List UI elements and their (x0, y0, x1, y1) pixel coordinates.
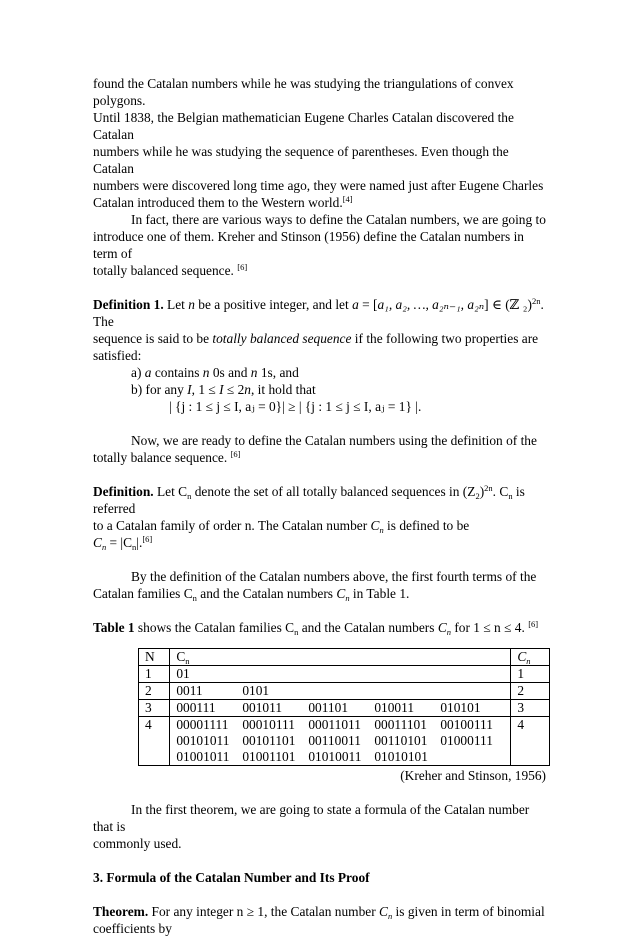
sequence: 010011 (374, 700, 415, 715)
definition-2 (93, 483, 548, 551)
cell-number: 2 (511, 683, 550, 700)
text: ≤ 2 (223, 382, 245, 397)
text: 1s, and (257, 365, 299, 380)
sequence: 010101 (440, 700, 481, 715)
sequence: 01000111 (440, 733, 493, 748)
text-line: Catalan introduced them to the Western world. (93, 195, 343, 210)
text-line: found the Catalan numbers while he was studying the triangulations of convex polygons. (93, 76, 514, 108)
text-line: By the definition of the Catalan numbers above, the first fourth terms of the (131, 569, 537, 584)
subscript: n (187, 491, 192, 501)
text-line: In fact, there are various ways to define the Catalan numbers, we are going to (131, 212, 546, 227)
subscript: n (345, 593, 350, 603)
paragraph-theorem-intro (93, 801, 548, 852)
text-line: In the first theorem, we are going to state a formula of the Catalan number that is (93, 802, 530, 834)
sequence: 01 (176, 666, 190, 681)
header-text: C (176, 649, 186, 664)
theorem (93, 903, 548, 937)
cell-n: 2 (139, 683, 170, 700)
text: For any integer n ≥ 1, the Catalan number (148, 904, 380, 919)
math-var: n (188, 297, 195, 312)
citation: [6] (528, 619, 539, 629)
subscript: n (387, 911, 393, 921)
text: shows the Catalan families C (134, 620, 295, 635)
property-b (93, 381, 548, 398)
subscript: n (526, 656, 531, 666)
header-numbers (511, 649, 550, 666)
text: to a Catalan family of order n. The Catalan number (93, 518, 371, 533)
citation: [6] (142, 534, 153, 544)
cell-number: 1 (511, 666, 550, 683)
header-families (170, 649, 511, 666)
text-line: Now, we are ready to define the Catalan numbers using the definition of the (131, 433, 537, 448)
header-text: C (517, 649, 527, 664)
catalan-table (138, 648, 550, 766)
theorem-label: Theorem. (93, 904, 149, 919)
text: is referred (93, 484, 525, 516)
definition-label: Definition. (93, 484, 154, 499)
text: Catalan families C (93, 586, 193, 601)
table-row (139, 700, 550, 717)
paragraph-table-intro (93, 568, 548, 602)
subscript: n (446, 627, 451, 637)
math-sequence: a₁, a₂, …, a₂ₙ₋₁, a₂ₙ (377, 297, 485, 312)
subscript: 2 (475, 491, 480, 501)
exponent: 2n (531, 296, 541, 306)
text: and the Catalan numbers (196, 586, 337, 601)
sequence: 00110011 (308, 733, 361, 748)
text: , it hold that (250, 382, 316, 397)
citation: [6] (230, 449, 241, 459)
text: is given in term of binomial (392, 904, 545, 919)
text: . C (492, 484, 509, 499)
math-var: I (187, 382, 192, 397)
section-heading (93, 869, 548, 886)
subscript: n (132, 542, 137, 552)
text: a) (131, 365, 145, 380)
cell-n: 4 (139, 717, 170, 766)
math-var: n (250, 365, 258, 380)
text: = |C (106, 535, 133, 550)
math-var: n (202, 365, 210, 380)
text-line: Until 1838, the Belgian mathematician Eugene Charles Catalan discovered the Catalan (93, 110, 514, 142)
table-row (139, 683, 550, 700)
citation: [6] (237, 262, 248, 272)
paragraph-transition (93, 432, 548, 466)
math-var: C (379, 904, 388, 919)
heading-text: 3. Formula of the Catalan Number and Its Proof (93, 870, 370, 885)
sequence: 000111 (176, 700, 216, 715)
table-caption (93, 619, 548, 636)
text: sequence is said to be (93, 331, 213, 346)
text: 0s and (209, 365, 251, 380)
sequence: 00100111 (440, 717, 493, 732)
text: be a positive integer, and let (194, 297, 353, 312)
text: Let (163, 297, 189, 312)
property-a (93, 364, 548, 381)
sequence: 00101011 (176, 733, 230, 748)
sequence: 001011 (242, 700, 283, 715)
cell-family (170, 717, 511, 766)
text: satisfied: (93, 348, 142, 363)
header-n: N (139, 649, 170, 666)
sequence: 00110101 (374, 733, 428, 748)
math-var: I (219, 382, 224, 397)
balance-formula (93, 398, 548, 415)
text: for 1 ≤ n ≤ 4. (451, 620, 525, 635)
sequence: 01001011 (176, 749, 230, 764)
math-var: C (370, 518, 380, 533)
exponent: 2n (484, 483, 493, 493)
cell-number: 4 (511, 717, 550, 766)
document-page (93, 75, 548, 937)
text: |. (136, 535, 143, 550)
text: . The (93, 297, 544, 329)
cell-family (170, 666, 511, 683)
text: if the following two properties are (351, 331, 539, 346)
text: contains (151, 365, 203, 380)
text: and the Catalan numbers (298, 620, 438, 635)
cell-n: 1 (139, 666, 170, 683)
paragraph-history (93, 75, 548, 211)
subscript: n (508, 491, 513, 501)
sequence: 00011101 (374, 717, 427, 732)
sequence: 01010101 (374, 749, 428, 764)
sequence: 001101 (308, 700, 349, 715)
text: b) for any (131, 382, 188, 397)
table-row (139, 666, 550, 683)
subscript: n (379, 525, 384, 535)
table-row (139, 717, 550, 766)
text-line: numbers were discovered long time ago, they were named just after Eugene Charles (93, 178, 544, 193)
definition-label: Definition 1. (93, 297, 164, 312)
sequence: 01010011 (308, 749, 362, 764)
formula: | {j : 1 ≤ j ≤ I, aⱼ = 0}| ≥ | {j : 1 ≤ j ≤ I, aⱼ = 1} |. (169, 399, 422, 414)
text: ] ∈ (ℤ ₂) (484, 297, 532, 312)
sequence: 01001101 (242, 749, 296, 764)
sequence: 0101 (242, 683, 270, 698)
text: ) (479, 484, 485, 499)
text: in Table 1. (349, 586, 410, 601)
text-line: numbers while he was studying the sequence of parentheses. Even though the Catalan (93, 144, 509, 176)
text: is defined to be (383, 518, 470, 533)
math-var: C (336, 586, 346, 601)
math-var: a (144, 365, 152, 380)
sequence: 0011 (176, 683, 203, 698)
text: denote the set of all totally balanced sequences in (Z (191, 484, 476, 499)
cell-family (170, 700, 511, 717)
definition-1 (93, 296, 548, 364)
text-line: coefficients by (93, 921, 172, 936)
math-var: C (437, 620, 447, 635)
sequence: 00011011 (308, 717, 361, 732)
text: Let C (153, 484, 188, 499)
math-var: n (244, 382, 251, 397)
sequence: 00101101 (242, 733, 296, 748)
table-label: Table 1 (93, 620, 135, 635)
cell-n: 3 (139, 700, 170, 717)
subscript: n (185, 656, 190, 666)
table-credit: (Kreher and Stinson, 1956) (400, 768, 546, 783)
subscript: n (294, 627, 299, 637)
subscript: n (192, 593, 197, 603)
cell-number: 3 (511, 700, 550, 717)
text-line: introduce one of them. Kreher and Stinson (1956) define the Catalan numbers in term of (93, 229, 524, 261)
sequence: 00001111 (176, 717, 229, 732)
math-var: a (352, 297, 359, 312)
sequence: 00010111 (242, 717, 295, 732)
paragraph-intro (93, 211, 548, 279)
text: = [ (358, 297, 378, 312)
cell-family (170, 683, 511, 700)
defined-term: totally balanced sequence (212, 331, 352, 346)
citation: [4] (342, 194, 353, 204)
text-line: totally balance sequence. (93, 450, 228, 465)
subscript: n (101, 542, 107, 552)
text-line: commonly used. (93, 836, 182, 851)
text: , 1 ≤ (191, 382, 220, 397)
math-var: C (93, 535, 102, 550)
table-header-row (139, 649, 550, 666)
text-line: totally balanced sequence. (93, 263, 234, 278)
